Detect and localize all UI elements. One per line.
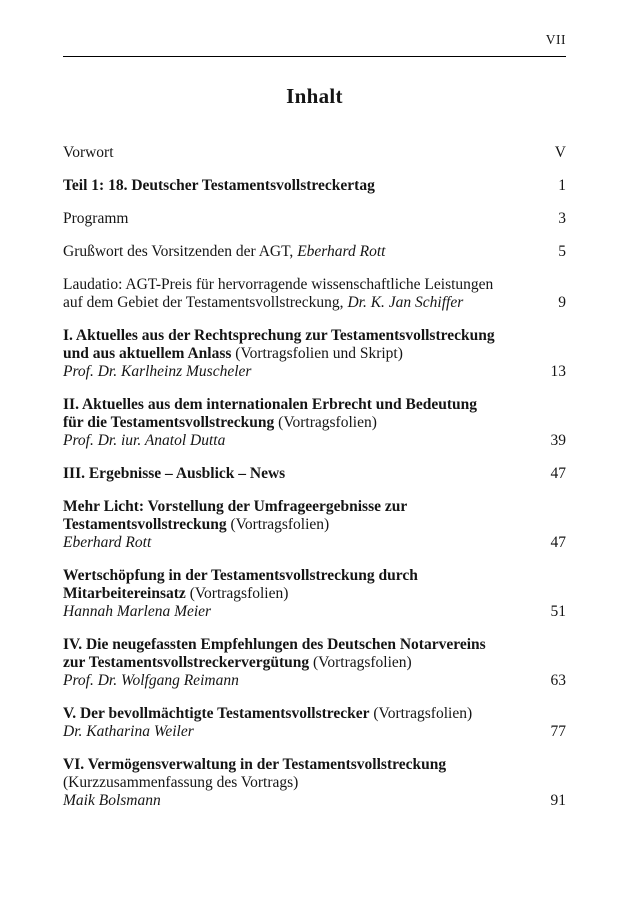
toc-entry-line [63, 276, 546, 294]
toc-entry-line [63, 516, 539, 534]
toc-text-segment: auf dem Gebiet der Testamentsvollstreckung, [63, 294, 348, 311]
toc-entry-title [63, 276, 546, 312]
toc-text-segment: Eberhard Rott [63, 534, 152, 551]
toc-text-segment: Wertschöpfung in der Testamentsvollstreckung durch [63, 567, 418, 584]
toc-entry-title [63, 567, 539, 621]
toc-entry-line [63, 534, 539, 552]
toc-entry [63, 144, 566, 162]
toc-text-segment: Mitarbeitereinsatz [63, 585, 186, 602]
toc-text-segment: (Vortragsfolien) [369, 705, 473, 722]
toc-text-segment: Testamentsvollstreckung [63, 516, 227, 533]
toc-entry-page-number: 47 [550, 534, 566, 551]
toc-text-segment: (Vortragsfolien) [274, 414, 377, 431]
toc-entry-line [63, 723, 539, 741]
toc-entry-line [63, 210, 546, 228]
toc-entry-line [63, 294, 546, 312]
toc-text-segment: II. Aktuelles aus dem internationalen Erbrecht und Bedeutung [63, 396, 477, 413]
toc-entry-line [63, 567, 539, 585]
toc-entry-line [63, 414, 539, 432]
toc-entry-page-number: 77 [550, 723, 566, 740]
toc-text-segment: Prof. Dr. Wolfgang Reimann [63, 672, 239, 689]
toc-entry-line [63, 498, 539, 516]
toc-entry-line [63, 144, 543, 162]
toc-text-segment: (Vortragsfolien) [226, 516, 330, 533]
toc-entry-page-number: 51 [550, 603, 566, 620]
toc-text-segment: VI. Vermögensverwaltung in der Testamentsvollstreckung [63, 756, 447, 773]
toc-entry [63, 210, 566, 228]
toc-entry [63, 756, 566, 810]
toc-text-segment: zur Testamentsvollstreckervergütung [63, 654, 310, 671]
toc-entry-line [63, 465, 539, 483]
toc-entry [63, 498, 566, 552]
header-rule [63, 56, 566, 57]
toc-entry-line [63, 345, 539, 363]
toc-entry [63, 567, 566, 621]
toc-text-segment: (Kurzzusammenfassung des Vortrags) [63, 774, 299, 791]
toc-text-segment: Prof. Dr. iur. Anatol Dutta [63, 432, 226, 449]
toc-entry-title [63, 210, 546, 228]
toc-entry-line [63, 636, 539, 654]
toc-entry-line [63, 705, 539, 723]
toc-text-segment: für die Testamentsvollstreckung [63, 414, 275, 431]
toc-text-segment: Prof. Dr. Karlheinz Muscheler [63, 363, 252, 380]
toc-text-segment: (Vortragsfolien und Skript) [231, 345, 403, 362]
page-header [63, 33, 566, 57]
toc-entry [63, 327, 566, 381]
toc-text-segment: Dr. K. Jan Schiffer [347, 294, 464, 311]
toc-entry-page-number: 3 [558, 210, 566, 227]
toc-entry-page-number: 5 [558, 243, 566, 260]
toc-entry-line [63, 243, 546, 261]
toc-text-segment: Maik Bolsmann [63, 792, 161, 809]
toc-entry-line [63, 654, 539, 672]
toc-text-segment: Teil 1: 18. Deutscher Testamentsvollstreckertag [63, 177, 375, 194]
toc-text-segment: (Vortragsfolien) [309, 654, 412, 671]
toc-entry-title [63, 144, 543, 162]
toc-entry-title [63, 327, 539, 381]
toc-entry-line [63, 327, 539, 345]
toc-entry-title [63, 465, 539, 483]
toc-entry-line [63, 603, 539, 621]
toc-text-segment: IV. Die neugefassten Empfehlungen des Deutschen Notarvereins [63, 636, 486, 653]
toc-text-segment: Laudatio: AGT-Preis für hervorragende wissenschaftliche Leistungen [63, 276, 494, 293]
toc-entry-line [63, 774, 539, 792]
toc-entry-line [63, 672, 539, 690]
toc-entry-line [63, 432, 539, 450]
toc-entry-title [63, 636, 539, 690]
toc-entry-line [63, 792, 539, 810]
toc-entry-page-number: 47 [550, 465, 566, 482]
toc-entry-page-number: 9 [558, 294, 566, 311]
toc [63, 144, 566, 810]
toc-text-segment: Eberhard Rott [297, 243, 386, 260]
toc-entry [63, 705, 566, 741]
toc-entry-line [63, 396, 539, 414]
toc-entry-page-number: 13 [550, 363, 566, 380]
toc-text-segment: Mehr Licht: Vorstellung der Umfrageergebnisse zur [63, 498, 408, 515]
toc-entry [63, 396, 566, 450]
toc-entry-title [63, 243, 546, 261]
page-number: VII [545, 32, 566, 47]
toc-text-segment: Vorwort [63, 144, 114, 161]
toc-entry-title [63, 756, 539, 810]
toc-text-segment: V. Der bevollmächtigte Testamentsvollstrecker [63, 705, 370, 722]
toc-entry-line [63, 177, 546, 195]
toc-text-segment: und aus aktuellem Anlass [63, 345, 232, 362]
toc-text-segment: I. Aktuelles aus der Rechtsprechung zur Testamentsvollstreckung [63, 327, 495, 344]
toc-entry-page-number: V [554, 144, 566, 161]
toc-entry-line [63, 363, 539, 381]
toc-entry-line [63, 756, 539, 774]
toc-text-segment: Grußwort des Vorsitzenden der AGT, [63, 243, 298, 260]
toc-entry-page-number: 91 [550, 792, 566, 809]
toc-entry [63, 177, 566, 195]
toc-entry-title [63, 498, 539, 552]
toc-entry [63, 636, 566, 690]
toc-entry [63, 276, 566, 312]
toc-entry [63, 465, 566, 483]
toc-text-segment: Hannah Marlena Meier [63, 603, 212, 620]
toc-entry-title [63, 705, 539, 741]
toc-text-segment: Dr. Katharina Weiler [63, 723, 194, 740]
toc-entry-title [63, 177, 546, 195]
toc-entry-page-number: 63 [550, 672, 566, 689]
toc-entry-line [63, 585, 539, 603]
page-title: Inhalt [286, 84, 343, 108]
toc-text-segment: III. Ergebnisse – Ausblick – News [63, 465, 286, 482]
toc-entry-title [63, 396, 539, 450]
toc-text-segment: Programm [63, 210, 129, 227]
toc-entry-page-number: 39 [550, 432, 566, 449]
toc-text-segment: (Vortragsfolien) [185, 585, 289, 602]
toc-entry-page-number: 1 [558, 177, 566, 194]
toc-entry [63, 243, 566, 261]
